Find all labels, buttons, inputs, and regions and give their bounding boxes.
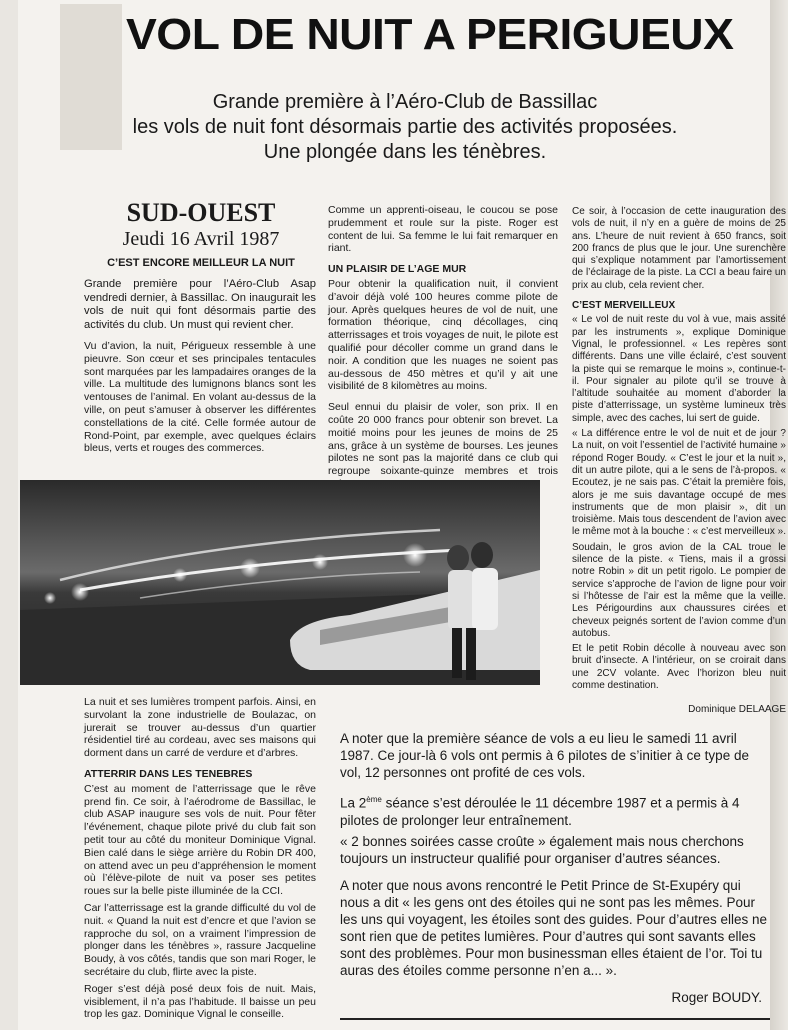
article-column-3 — [572, 206, 786, 717]
source-masthead — [86, 198, 316, 269]
note-text: séance s’est déroulée le 11 décembre 1987 et a permis à 4 pilotes de prolonger leur entraînement. — [340, 795, 740, 828]
section-heading: C’EST MERVEILLEUX — [572, 300, 676, 312]
bottom-rule — [340, 1018, 770, 1020]
byline: Dominique DELAAGE — [688, 704, 786, 716]
note-text: La 2 — [340, 795, 367, 811]
paragraph: « Le vol de nuit reste du vol à vue, mais assité par les instruments », explique Dominique Vignal, le professionnel. « Les repères sont différents. Dans une ville éclairé, c’est souvent la piste qui se remarque le moins », continue-t-il. Pour signaler au pilote qu’il se trouve à l’altitude souhaitée au moment d’aborder la piste d’atterrissage, un système lumineux très simple, avec des caches, lui sert de guide. — [572, 314, 786, 424]
article-column-2 — [328, 204, 558, 499]
paragraph: Roger s’est déjà posé deux fois de nuit. Mais, visiblement, il n’a pas l’habitude. Il baisse un peu trop les gaz. Dominique Vignal le conseille. — [84, 982, 316, 1021]
section-heading: UN PLAISIR DE L’AGE MUR — [328, 263, 467, 276]
headline: VOL DE NUIT A PERIGUEUX — [126, 10, 734, 59]
source-kicker: C’EST ENCORE MEILLEUR LA NUIT — [107, 257, 295, 269]
paragraph: Seul ennui du plaisir de voler, son prix. Il en coûte 20 000 francs pour obtenir son brevet. La moitié moins pour les jeunes de moins de 25 ans, grâce à un système de bourses. Les jeunes pilotes ne sont pas la majorité dans ce club qui regroupe soixante-quinze membres et trois — [328, 401, 558, 478]
note-paragraph: A noter que la première séance de vols a eu lieu le samedi 11 avril 1987. Ce jour-là 6 vols ont permis à 6 pilotes de s’initier à ce type de vol, 12 personnes ont profité de ces vols. — [340, 731, 749, 780]
note-paragraph — [340, 791, 770, 829]
paragraph: La nuit et ses lumières trompent parfois. Ainsi, en survolant la zone industrielle de Boulazac, on jurerait se trouver au-dessus d’un quartier résidentiel tiré au cordeau, avec ses maisons qui dorment dans un carré de verdure et d’arbres. — [84, 696, 316, 760]
paragraph: C’est au moment de l’atterrissage que le rêve prend fin. Ce soir, à l’aérodrome de Bassillac, le club ASAP inaugure ses vols de nuit. Pour fêter l’événement, chaque pilote privé du club fait son petit tour au côté du moniteur Dominique Vignal. Bien calé dans le siège arrière du Robin DR 400, on attend avec un peu d’appréhension le moment où l’élève-pilote de nuit va poser ses petites roues sur la belle piste illuminée de la CCI. — [84, 782, 316, 898]
source-name: SUD-OUEST — [126, 198, 276, 227]
paragraph: Pour obtenir la qualification nuit, il convient d’avoir déjà volé 100 heures comme pilote de jour. Après quelques heures de vol de nuit, une formation théorique, cinq décollages, cinq atterrissages et trois voyages de nuit, le pilote est qualifié pour décoller comme un grand dans le noir. A condition que les nuages ne soient pas au-dessous de 450 mètres et qu’il y ait une visibilité de 8 kilomètres au moins. — [328, 277, 558, 393]
paragraph: Ce soir, à l’occasion de cette inauguration des vols de nuit, il n’y en a guère de moins de 25 ans. L’heure de nuit revient à 650 francs, soit 200 francs de plus que le jour. Une surenchère qui s’explique notamment par l’amortissement de l’éclairage de la piste. La CCI a beau faire un prix au club, cela revient cher. — [572, 206, 786, 291]
note-paragraph: « 2 bonnes soirées casse croûte » également mais nous cherchons toujours un instructeur qualifié pour organiser d’autres séances. — [340, 833, 744, 866]
subtitle-line: Une plongée dans les ténèbres. — [263, 141, 547, 163]
night-airfield-photo — [20, 480, 540, 685]
paragraph: Et le petit Robin décolle à nouveau avec son bruit d’insecte. A l’intérieur, on se croirait dans une 2CV volante. Avec l’horizon bleu nuit comme destination. — [572, 643, 786, 691]
source-date: Jeudi 16 Avril 1987 — [122, 228, 280, 250]
paragraph: Soudain, le gros avion de la CAL troue le silence de la piste. « Tiens, mais il a grossi notre Robin » dit un petit rigolo. Le pompier de service s’approche de l’avion de ligne pour voir si l’hôtesse de l’air est la même que la veille. Les Périgourdins aux chaussures cirées et cheveux peignés sortent de l’avion comme d’un autobus. — [572, 541, 786, 639]
paragraph: Comme un apprenti-oiseau, le coucou se pose prudemment et roule sur la piste. Roger est content de lui. Sa femme le lui fait remarquer en riant. — [328, 204, 558, 255]
note-signature: Roger BOUDY. — [671, 989, 762, 1005]
subtitle-line: les vols de nuit font désormais partie des activités proposées. — [132, 116, 678, 138]
paragraph: Car l’atterrissage est la grande difficulté du vol de nuit. « Quand la nuit est d’encre et que l’avion se rapproche du sol, on a vraiment l’impression de plonger dans les ténèbres », rassure Jacqueline Boudy, à vos côtés, tandis que son mari Roger, le secrétaire du club, flirte avec la piste. — [84, 901, 316, 978]
article-column-1 — [84, 278, 316, 463]
superscript: ème — [366, 795, 382, 804]
section-heading: ATTERRIR DANS LES TENEBRES — [84, 767, 253, 780]
subtitle-line: Grande première à l’Aéro-Club de Bassillac — [212, 91, 598, 113]
subtitle — [100, 90, 710, 165]
paragraph: « La différence entre le vol de nuit et de jour ? La nuit, on voit l’essentiel de l’activité humaine » répond Roger Boudy. « C’est le jour et la nuit », dit un autre pilote, qui a le sens de l’à-propos. « Ecoutez, je ne sais pas. C’était la première fois, alors je me suis davantage occupé de mes instruments que de mon plaisir », dit un troisième. Mais tous descendent de l’avion avec le même mot à la bouche : « c’est merveilleux ». — [572, 428, 786, 538]
note-paragraph: A noter que nous avons rencontré le Petit Prince de St-Exupéry qui nous a dit « les gens ont des étoiles qui ne sont pas les mêmes. Pour les uns qui voyagent, les étoiles sont des guides. Pour d’autres elles ne sont rien que de petites lumières. Pour d’autres qui sont savants elles sont des problèmes. Pour mon businessman elles étaient de l’or. Toi tu auras des étoiles comme personne n’en a... ». — [340, 877, 768, 978]
club-note — [340, 730, 770, 1006]
article-column-4 — [84, 696, 316, 1025]
lead-paragraph: Grande première pour l’Aéro-Club Asap vendredi dernier, à Bassillac. On inaugurait les vols de nuit qui font désormais partie des activités du club. Un must qui revient cher. — [84, 278, 316, 331]
paragraph: Vu d’avion, la nuit, Périgueux ressemble à une pieuvre. Son cœur et ses principales tentacules sont marquées par les lampadaires oranges de la ville. La multitude des lumignons blancs sont les ventouses de l’animal. En volant au-dessus de la ville, on peut s’amuser à observer les différentes constellations de la cité. Celle formée autour de Rond-Point, par exemple, avec quelques éclairs bleus, verts et rouges des commerces. — [84, 340, 316, 455]
